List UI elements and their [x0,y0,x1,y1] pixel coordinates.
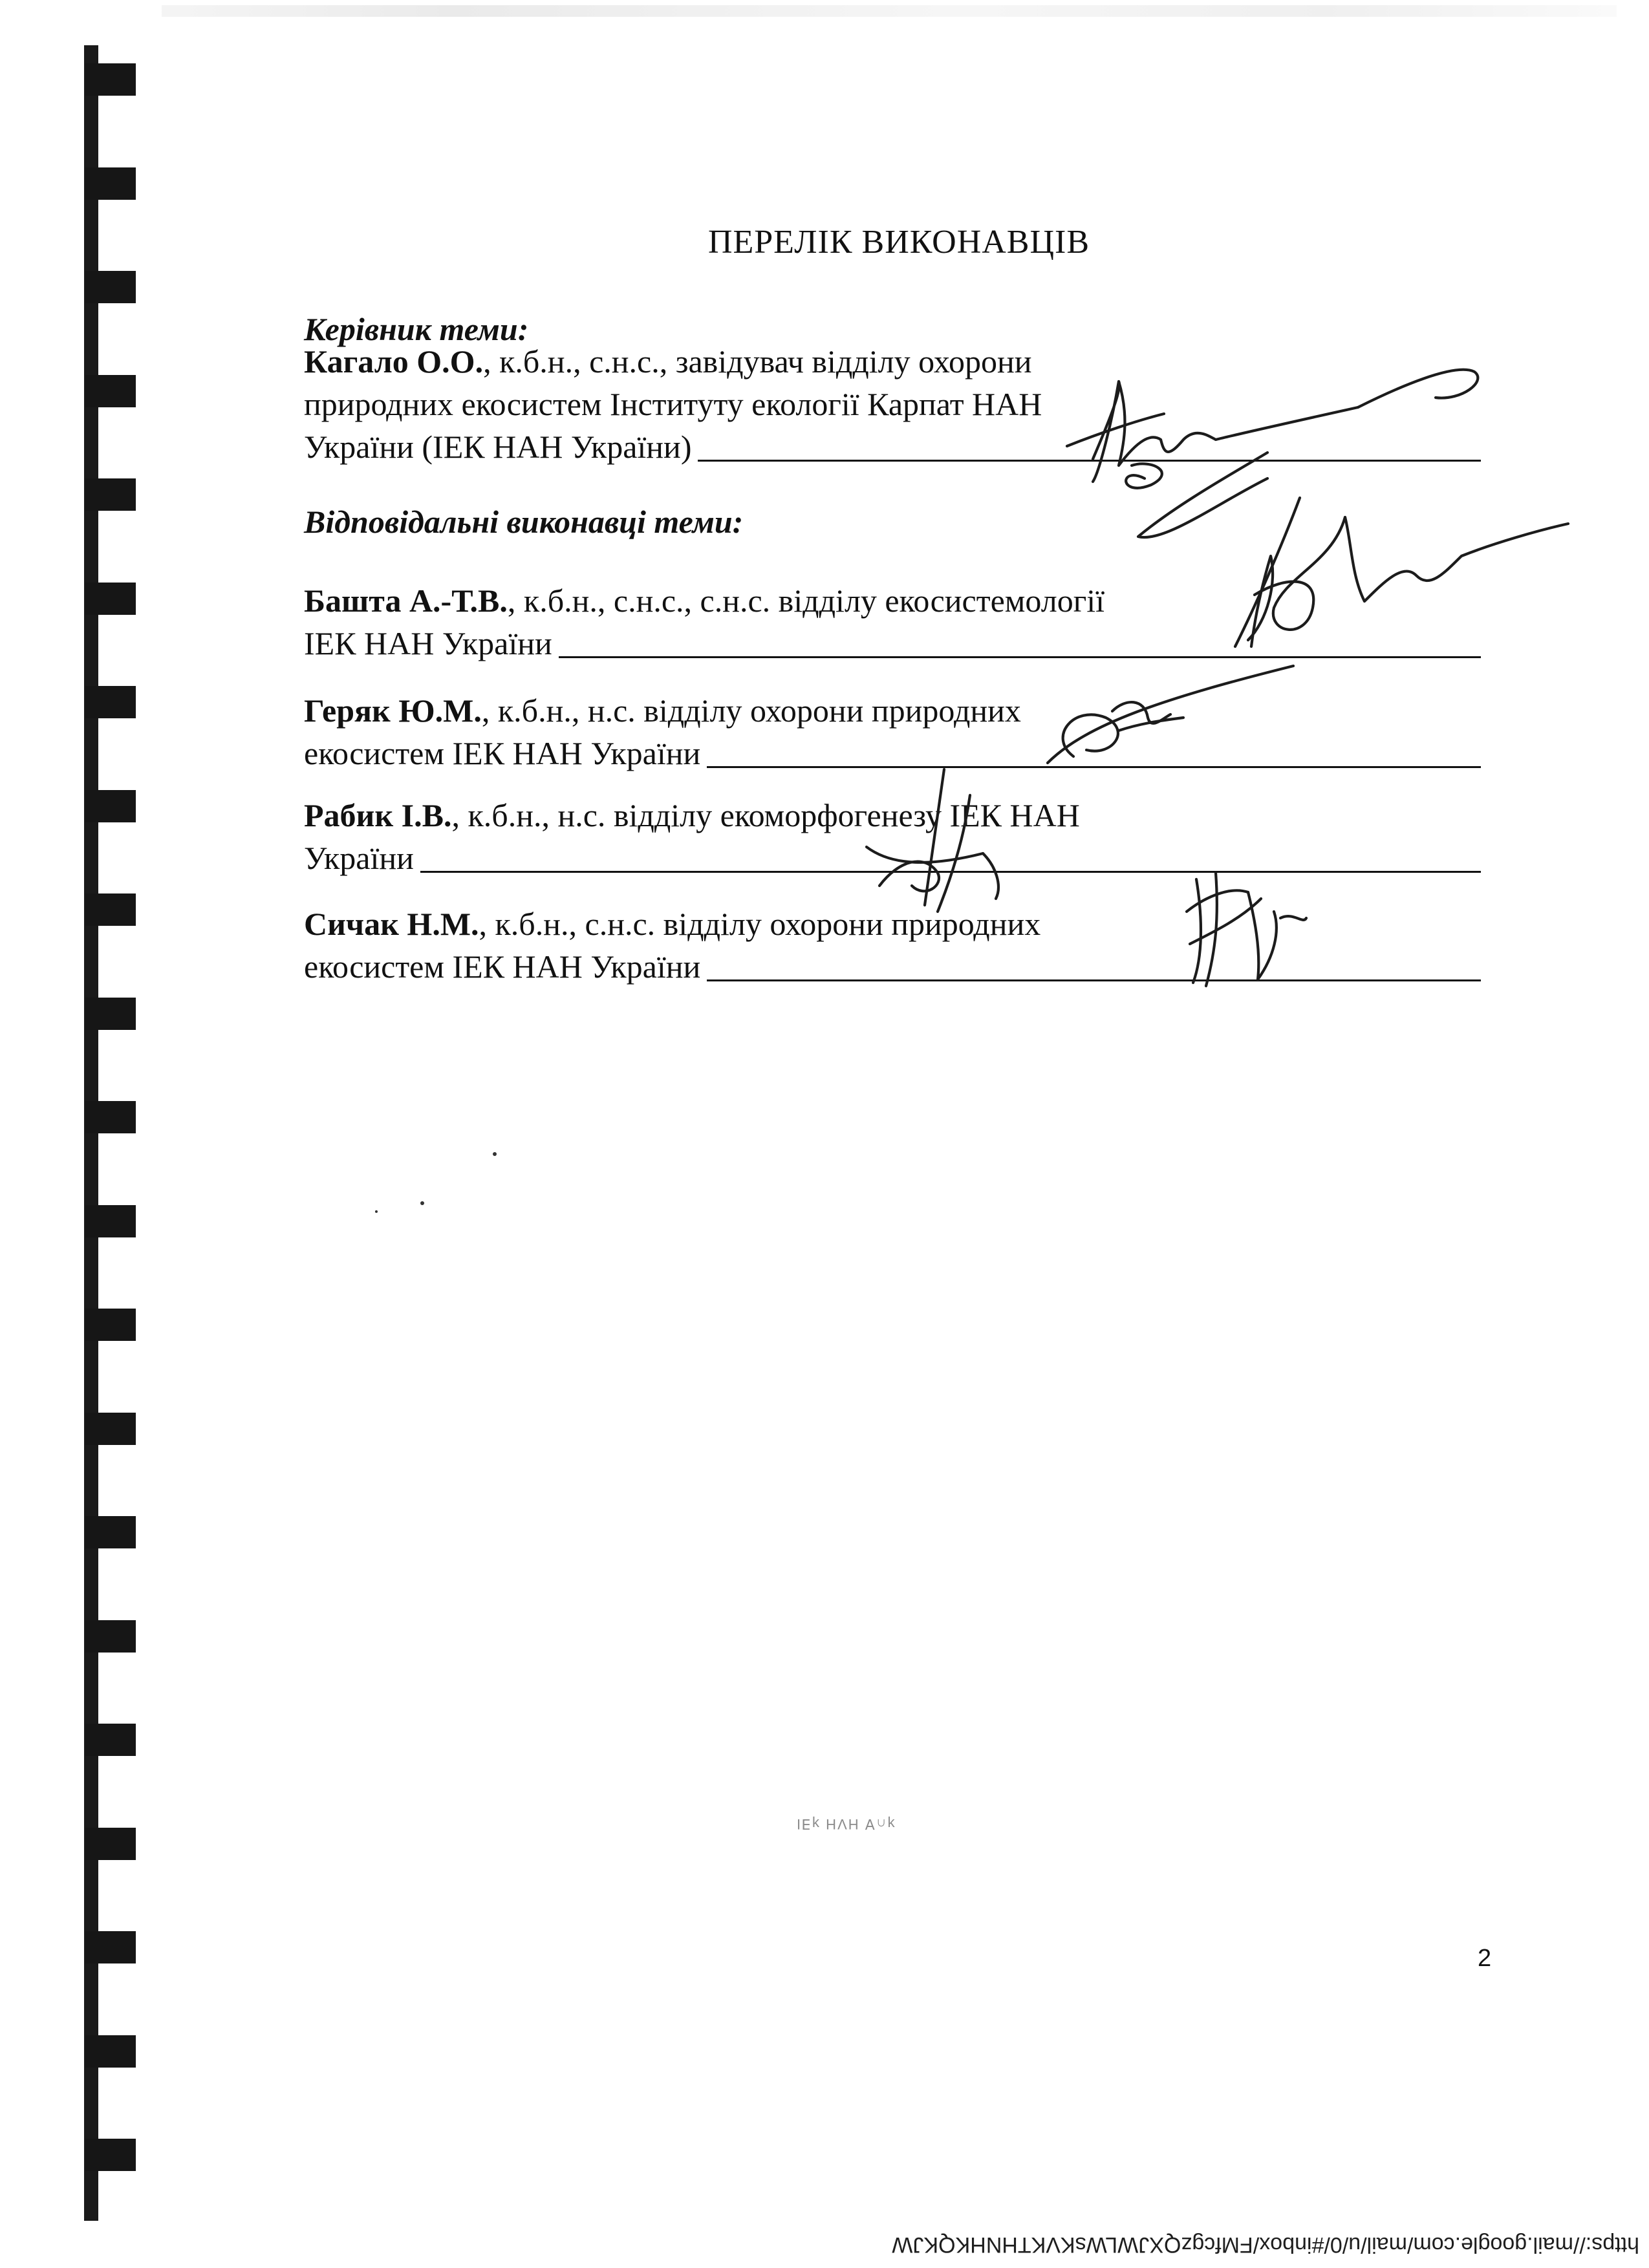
binding-tab [85,271,136,303]
scan-speck [375,1210,378,1213]
binding-tab [85,1828,136,1860]
binding-tab [85,2035,136,2068]
executor-affiliation: ІЕК НАН України [304,625,552,661]
executor-name: Рабик І.В. [304,797,452,833]
binding-tab [85,1516,136,1548]
executor-4-signature [1177,860,1326,989]
binding-tab [85,1931,136,1963]
executor-affiliation: України [304,840,414,876]
leader-title: , к.б.н., с.н.с., завідувач відділу охорони [483,343,1032,380]
page-title: ПЕРЕЛІК ВИКОНАВЦІВ [707,224,1090,261]
binding-tab [85,790,136,822]
binding-tab [85,583,136,615]
binding-tab [85,1309,136,1341]
executor-affiliation: екосистем ІЕК НАН України [304,735,701,771]
scan-speck [493,1152,497,1156]
page-number: 2 [1478,1945,1492,1972]
binding-tab [85,1205,136,1237]
scan-speck [420,1201,424,1205]
executor-name: Сичак Н.М. [304,906,479,942]
leader-affiliation: природних екосистем Інституту екології Карпат НАН [304,386,1042,422]
binding-tab [85,375,136,407]
binding-tab [85,1413,136,1445]
binding-tab [85,1724,136,1756]
binding-tab [85,1620,136,1653]
leader-name: Кагало О.О. [304,343,484,380]
faint-bleedthrough-text: ʞ∩∀ HVН ʞ∃I [795,1816,895,1832]
binding-tab [85,478,136,511]
footer-url: https://mail.google.com/mail/u/0/#inbox/FMfcgzQXJWLWsKVKTHNHKQKJW [892,2232,1639,2257]
executor-1-signature [1216,478,1578,666]
binding-tab [85,1101,136,1133]
executor-title: , к.б.н., н.с. відділу охорони природних [481,692,1021,729]
executor-title: , к.б.н., с.н.с. відділу охорони природних [479,906,1041,942]
executor-2-signature [1035,659,1306,776]
binding-tab [85,2139,136,2171]
signature-line [707,976,1481,981]
executor-affiliation: екосистем ІЕК НАН України [304,948,701,985]
binding-tab [85,893,136,926]
leader-label: Керівник теми: [304,311,529,347]
executor-title: , к.б.н., н.с. відділу екоморфогенезу ІЕК НАН [451,797,1080,833]
binding-tab [85,998,136,1030]
binding-tab [85,63,136,96]
binding-tab [85,167,136,200]
executor-title: , к.б.н., с.н.с., с.н.с. відділу екосистемології [507,583,1105,619]
executor-name: Геряк Ю.М. [304,692,482,729]
scan-top-smudge [162,5,1617,17]
executor-3-signature [841,756,1035,918]
executor-name: Башта А.-Т.В. [304,583,508,619]
binding-tab [85,686,136,718]
responsible-label: Відповідальні виконавці теми: [304,504,744,540]
leader-affiliation-2: України (ІЕК НАН України) [304,429,692,465]
